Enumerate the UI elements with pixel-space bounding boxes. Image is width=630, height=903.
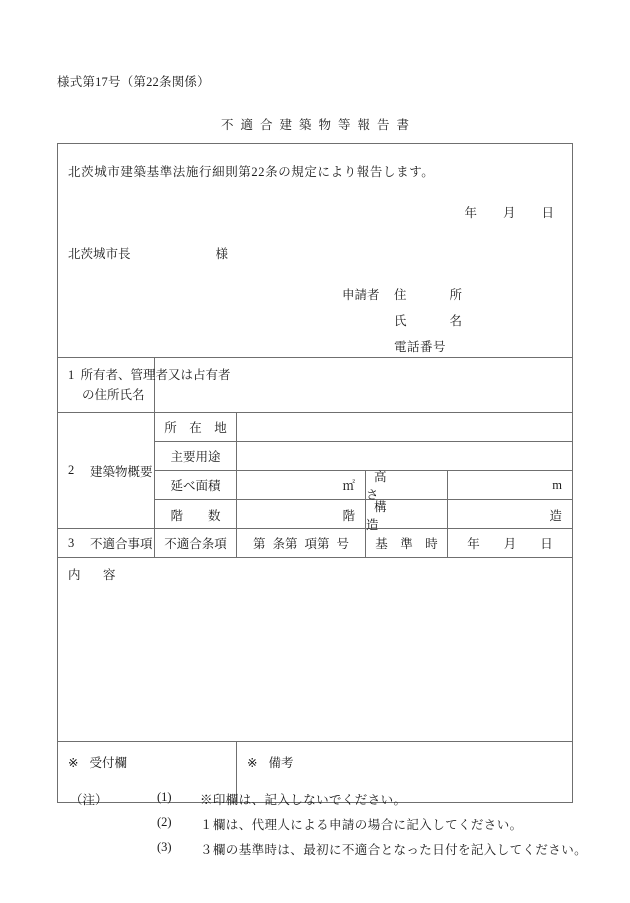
clause-article-unit: 条第 — [272, 537, 298, 551]
nonconformity-label — [58, 529, 155, 557]
building-height-unit: m — [552, 477, 562, 492]
base-time-date — [467, 534, 553, 552]
nonconformity-clause-label: 不適合条項 — [155, 529, 237, 557]
building-number: 2 — [68, 463, 75, 477]
applicant-name-row — [342, 311, 468, 337]
base-time-label: 基 準 時 — [366, 529, 448, 557]
note-text: ３欄の基準時は、最初に不適合となった日付を記入してください。 — [200, 843, 588, 857]
form-number: 様式第17号（第22条関係） — [57, 75, 210, 89]
notes-section — [57, 790, 588, 865]
building-area-row — [155, 471, 572, 500]
reception-mark: ※ — [68, 756, 79, 770]
owner-label-text: 所有者、管理者又は占有者 — [80, 368, 231, 382]
intro-block — [58, 144, 572, 358]
nonconformity-clause-field[interactable] — [237, 529, 366, 557]
applicant-label: 申請者 — [342, 288, 380, 302]
nonconformity-label-text: 不適合事項 — [90, 537, 153, 551]
base-time-month: 月 — [503, 537, 517, 551]
clause-pattern — [253, 534, 349, 552]
addressee-line — [68, 244, 228, 262]
owner-label — [58, 358, 231, 412]
building-floors-row — [155, 499, 572, 532]
note-item — [57, 790, 577, 815]
building-structure-unit: 造 — [549, 508, 562, 523]
nonconformity-row — [58, 529, 572, 558]
base-time-field[interactable] — [448, 529, 572, 557]
clause-article: 第 — [252, 537, 266, 551]
note-item — [57, 840, 588, 865]
building-floors-label: 階 数 — [155, 500, 237, 529]
owner-label-line2: の住所氏名 — [82, 388, 145, 402]
building-usage-row — [155, 442, 572, 471]
building-row — [58, 413, 572, 532]
note-text: １欄は、代理人による申請の場合に記入してください。 — [200, 818, 523, 832]
building-subrows — [155, 413, 572, 532]
applicant-address-row — [342, 285, 468, 311]
notes-heading: （注） — [70, 793, 108, 807]
building-height-label: 高 さ — [366, 471, 448, 499]
building-usage-label: 主要用途 — [155, 442, 237, 470]
building-area-field[interactable] — [237, 471, 366, 499]
addressee-name: 北茨城市長 — [68, 247, 131, 261]
note-index: (3) — [157, 840, 172, 854]
remarks-mark: ※ — [247, 756, 258, 770]
building-structure-field[interactable] — [448, 500, 572, 529]
owner-number: 1 — [68, 368, 75, 382]
building-floors-unit: 階 — [342, 508, 355, 523]
date-year-label: 年 — [464, 206, 477, 220]
applicant-phone-label: 電話番号 — [394, 340, 447, 354]
content-row[interactable] — [58, 558, 572, 742]
applicant-address-label: 住 所 — [394, 288, 469, 302]
note-index: (1) — [157, 790, 172, 804]
applicant-name-label: 氏 名 — [394, 314, 469, 328]
building-label-text: 建築物概要 — [90, 464, 153, 479]
base-time-day: 日 — [540, 537, 553, 551]
building-location-row — [155, 413, 572, 442]
owner-value-field[interactable] — [155, 358, 572, 412]
date-day-label: 日 — [541, 206, 554, 220]
remarks-label: 備考 — [268, 756, 294, 770]
note-text: ※印欄は、記入しないでください。 — [200, 793, 407, 807]
building-structure-label: 構 造 — [366, 500, 448, 529]
page-title: 不適合建築物等報告書 — [220, 118, 416, 132]
building-area-unit: ㎡ — [342, 479, 355, 493]
clause-paragraph-unit: 項第 — [304, 537, 330, 551]
clause-item-unit: 号 — [336, 537, 350, 551]
owner-label-line1 — [68, 365, 231, 385]
submission-date — [464, 203, 554, 221]
date-month-label: 月 — [502, 206, 516, 220]
note-index: (2) — [157, 815, 172, 829]
nonconformity-number: 3 — [68, 535, 75, 550]
building-location-field[interactable] — [237, 413, 572, 441]
building-floors-field[interactable] — [237, 500, 366, 529]
note-item — [57, 815, 577, 840]
reception-label: 受付欄 — [89, 756, 127, 770]
building-area-label: 延べ面積 — [155, 471, 237, 499]
form-table — [57, 143, 573, 803]
building-height-field[interactable] — [448, 471, 572, 499]
owner-row — [58, 358, 572, 413]
content-label: 内 容 — [68, 568, 121, 582]
building-label — [58, 413, 155, 528]
intro-statement: 北茨城市建築基準法施行細則第22条の規定により報告します。 — [68, 165, 435, 179]
building-location-label: 所 在 地 — [155, 413, 237, 441]
base-time-year: 年 — [467, 537, 480, 551]
building-usage-field[interactable] — [237, 442, 572, 470]
applicant-block — [342, 285, 468, 363]
addressee-honorific: 様 — [215, 247, 229, 261]
